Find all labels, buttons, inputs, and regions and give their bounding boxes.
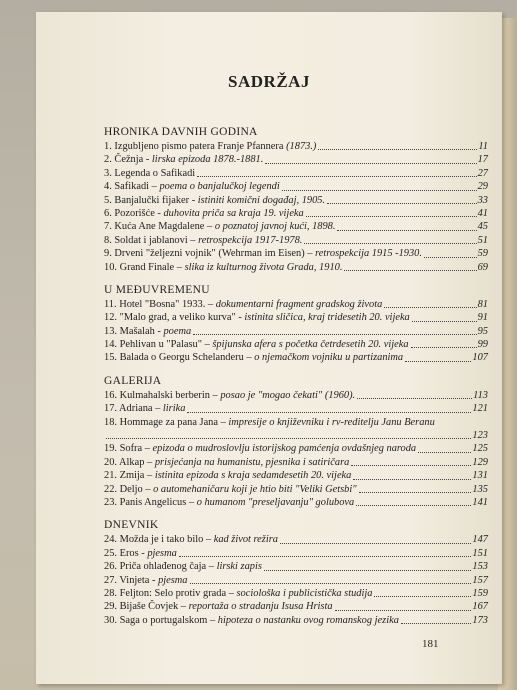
entry-number: 14. <box>104 339 117 351</box>
entry-number: 11. <box>104 298 117 310</box>
entry-subtitle: (1873.) <box>286 140 317 152</box>
page-title: SADRŽAJ <box>228 72 310 91</box>
entry-subtitle: impresije o književniku i rv-reditelju Janu Beranu <box>228 416 435 428</box>
entry-subtitle: poema o banjalučkoj legendi <box>159 181 280 193</box>
entry-title: Deljo – <box>119 483 151 495</box>
entry-text <box>104 234 302 247</box>
entry-text <box>104 325 191 338</box>
entry-number: 25. <box>104 547 117 559</box>
toc-entry <box>104 247 488 260</box>
dot-leader <box>356 505 471 506</box>
dot-leader <box>179 556 472 557</box>
toc-entry <box>104 234 488 247</box>
dot-leader <box>106 438 471 439</box>
entry-text <box>104 194 325 207</box>
entry-subtitle: slika iz kulturnog života Grada, 1910. <box>184 261 343 273</box>
entry-title: Mašalah - <box>119 325 161 337</box>
dot-leader <box>405 361 471 362</box>
dot-leader <box>304 243 476 244</box>
entry-subtitle: dokumentarni fragment gradskog života <box>215 298 383 310</box>
entry-page: 99 <box>477 339 488 351</box>
entry-title: Kuća Ane Magdalene – <box>114 221 213 233</box>
entry-number: 6. <box>104 207 112 219</box>
dot-leader <box>337 230 476 231</box>
entry-text <box>104 402 185 415</box>
entry-number: 3. <box>104 167 112 179</box>
toc-entry <box>104 311 488 324</box>
entry-page: 151 <box>472 547 488 559</box>
entry-subtitle: duhovita priča sa kraja 19. vijeka <box>163 207 304 219</box>
entry-number: 5. <box>104 194 112 206</box>
dot-leader <box>359 492 472 493</box>
entry-text <box>104 153 263 166</box>
entry-page: 45 <box>477 221 488 233</box>
entry-text <box>104 311 410 324</box>
toc-section <box>104 373 488 510</box>
entry-subtitle: retrospekcija 1915 -1930. <box>315 248 422 260</box>
entry-text <box>104 180 280 193</box>
toc-entry <box>104 220 488 233</box>
entry-page: 107 <box>472 352 488 364</box>
entry-page: 135 <box>472 483 488 495</box>
toc-section <box>104 517 488 627</box>
entry-text <box>104 442 416 455</box>
entry-number: 12. <box>104 312 117 324</box>
entry-page: 159 <box>472 587 488 599</box>
entry-text <box>104 574 188 587</box>
entry-number: 26. <box>104 561 117 573</box>
toc-entry <box>104 180 488 193</box>
entry-subtitle: epizoda o mudroslovlju istorijskog pamćenja ovdašnjeg naroda <box>152 443 417 455</box>
entry-text <box>104 533 278 546</box>
entry-subtitle: kad život režira <box>213 534 278 546</box>
toc-entry <box>104 194 488 207</box>
dot-leader <box>357 398 472 399</box>
dot-leader <box>412 321 477 322</box>
entry-title: Drveni "željezni vojnik" (Wehrman im Eisen) – <box>114 248 313 260</box>
entry-title: Možda je i tako bilo – <box>119 534 212 546</box>
toc-entry <box>104 261 488 274</box>
entry-subtitle: špijunska afera s početka četrdesetih 20. vijeka <box>212 339 409 351</box>
entry-page: 91 <box>477 312 488 324</box>
entry-title: Kulmahalski berberin – <box>119 389 218 401</box>
entry-title: "Malo grad, a veliko kurva" - <box>119 312 242 324</box>
dot-leader <box>265 163 476 164</box>
dot-leader <box>190 583 472 584</box>
entry-number: 27. <box>104 574 117 586</box>
section-gap <box>104 365 488 373</box>
dot-leader <box>401 623 472 624</box>
entry-text <box>104 614 399 627</box>
entry-text <box>104 261 342 274</box>
entry-subtitle: pjesma <box>147 547 177 559</box>
entry-title: Banjalučki fijaker - <box>114 194 196 206</box>
entry-number: 13. <box>104 325 117 337</box>
entry-number: 30. <box>104 614 117 626</box>
dot-leader <box>384 307 476 308</box>
entry-text <box>104 220 335 233</box>
entry-page: 41 <box>477 207 488 219</box>
entry-leader-line <box>104 429 488 442</box>
section-heading: GALERIJA <box>104 374 162 387</box>
entry-title: Priča ohlađenog čaja – <box>119 561 214 573</box>
toc-entry <box>104 574 488 587</box>
entry-page: 123 <box>472 430 488 442</box>
entry-text <box>104 140 316 153</box>
page-number: 181 <box>422 638 439 650</box>
entry-text <box>104 298 382 311</box>
entry-number: 24. <box>104 534 117 546</box>
toc-entry <box>104 402 488 415</box>
entry-page: 51 <box>477 234 488 246</box>
dot-leader <box>280 543 471 544</box>
toc-entry <box>104 442 488 455</box>
entry-text <box>104 389 355 402</box>
dot-leader <box>351 465 471 466</box>
entry-number: 18. <box>104 416 117 428</box>
entry-title: Balada o Georgu Schelanderu – <box>119 352 252 364</box>
toc-section <box>104 124 488 274</box>
entry-title: Izgubljeno pismo patera Franje Pfannera <box>114 140 284 152</box>
entry-title: Pehlivan u "Palasu" – <box>119 339 210 351</box>
dot-leader <box>197 176 476 177</box>
entry-page: 157 <box>472 574 488 586</box>
book-page <box>36 12 502 684</box>
entry-subtitle: retrospekcija 1917-1978. <box>198 234 303 246</box>
entry-text <box>104 587 372 600</box>
entry-page: 167 <box>472 601 488 613</box>
toc-entry <box>104 560 488 573</box>
toc-entry <box>104 351 488 364</box>
entry-subtitle: poema <box>163 325 192 337</box>
entry-title: Saga o portugalskom – <box>119 614 216 626</box>
entry-number: 15. <box>104 352 117 364</box>
entry-title: Čežnja - <box>114 154 150 166</box>
entry-text <box>104 247 422 260</box>
entry-text <box>104 207 304 220</box>
entry-subtitle: lirski zapis <box>216 561 262 573</box>
entry-subtitle: hipoteza o nastanku ovog romanskog jezika <box>217 614 399 626</box>
entry-number: 10. <box>104 261 117 273</box>
entry-title: Adriana – <box>119 403 161 415</box>
dot-leader <box>353 479 471 480</box>
toc-entry <box>104 496 488 509</box>
entry-title: Alkap – <box>119 456 153 468</box>
entry-title: Panis Angelicus – <box>119 496 195 508</box>
entry-subtitle: istinita epizoda s kraja sedamdesetih 20. vijeka <box>154 470 352 482</box>
entry-text <box>104 600 333 613</box>
entry-subtitle: reportaža o stradanju Isusa Hrista <box>188 601 333 613</box>
entry-subtitle: o automehaničaru koji je htio biti "Veliki Getsbi" <box>153 483 357 495</box>
toc-entry <box>104 298 488 311</box>
entry-page: 59 <box>477 248 488 260</box>
dot-leader <box>264 570 472 571</box>
entry-page: 81 <box>477 298 488 310</box>
dot-leader <box>318 149 477 150</box>
entry-subtitle: pjesma <box>158 574 188 586</box>
entry-page: 141 <box>472 496 488 508</box>
entry-title: Safikadi – <box>114 181 157 193</box>
entry-subtitle: o humanom "preseljavanju" golubova <box>196 496 355 508</box>
entry-title: Legenda o Safikadi <box>114 167 196 179</box>
section-heading: DNEVNIK <box>104 519 159 532</box>
entry-page: 129 <box>472 456 488 468</box>
entry-number: 8. <box>104 234 112 246</box>
entry-page: 33 <box>477 194 488 206</box>
toc-entry <box>104 325 488 338</box>
entry-title: Eros - <box>119 547 145 559</box>
dot-leader <box>374 596 471 597</box>
entry-title: Vinjeta - <box>119 574 156 586</box>
entry-title: Hommage za pana Jana – <box>119 416 226 428</box>
entry-number: 7. <box>104 221 112 233</box>
entry-title: Sofra – <box>119 443 150 455</box>
entry-subtitle: istiniti komični događaj, 1905. <box>197 194 326 206</box>
toc-entry <box>104 614 488 627</box>
entry-number: 4. <box>104 181 112 193</box>
section-gap <box>104 509 488 517</box>
entry-page: 121 <box>472 403 488 415</box>
dot-leader <box>193 334 476 335</box>
toc-entry <box>104 533 488 546</box>
toc-entry <box>104 600 488 613</box>
entry-page: 153 <box>472 561 488 573</box>
entry-page: 27 <box>477 167 488 179</box>
entry-text <box>104 547 177 560</box>
toc-entry <box>104 338 488 351</box>
toc-entry <box>104 483 488 496</box>
toc-entry <box>104 167 488 180</box>
toc-entry <box>104 587 488 600</box>
entry-title: Hotel "Bosna" 1933. – <box>119 298 214 310</box>
entry-text <box>104 560 262 573</box>
entry-number: 17. <box>104 403 117 415</box>
toc-entry <box>104 469 488 482</box>
entry-text <box>104 167 195 180</box>
entry-subtitle: sociološka i publicistička studija <box>236 587 373 599</box>
entry-title: Grand Finale – <box>119 261 182 273</box>
dot-leader <box>335 610 472 611</box>
entry-text <box>104 469 351 482</box>
dot-leader <box>424 257 477 258</box>
entry-title: Feljton: Selo protiv grada – <box>119 587 234 599</box>
entry-page: 95 <box>477 325 488 337</box>
dot-leader <box>187 412 471 413</box>
entry-number: 1. <box>104 140 112 152</box>
entry-page: 173 <box>472 614 488 626</box>
entry-text <box>104 496 354 509</box>
dot-leader <box>411 347 477 348</box>
entry-text <box>104 417 435 428</box>
entry-number: 29. <box>104 601 117 613</box>
entry-title: Zmija – <box>119 470 153 482</box>
entry-number: 9. <box>104 248 112 260</box>
dot-leader <box>306 216 477 217</box>
entry-page: 29 <box>477 181 488 193</box>
dot-leader <box>418 452 471 453</box>
entry-title: Pozorišće - <box>114 207 161 219</box>
dot-leader <box>282 190 477 191</box>
entry-title: Soldat i jablanovi – <box>114 234 196 246</box>
entry-subtitle: istinita sličica, kraj tridesetih 20. vijeka <box>244 312 410 324</box>
entry-number: 21. <box>104 470 117 482</box>
entry-subtitle: prisjećanja na humanistu, pjesnika i satiričara <box>154 456 350 468</box>
toc-entry <box>104 547 488 560</box>
entry-number: 28. <box>104 587 117 599</box>
entry-number: 20. <box>104 456 117 468</box>
entry-page: 17 <box>477 154 488 166</box>
entry-number: 2. <box>104 154 112 166</box>
toc-entry <box>104 456 488 469</box>
toc-entry <box>104 416 488 443</box>
entry-page: 113 <box>473 389 488 401</box>
entry-number: 16. <box>104 389 117 401</box>
entry-number: 22. <box>104 483 117 495</box>
toc-section <box>104 282 488 365</box>
toc-entry <box>104 389 488 402</box>
entry-number: 23. <box>104 496 117 508</box>
entry-text <box>104 456 349 469</box>
toc-entry <box>104 153 488 166</box>
entry-title: Bijaše Čovjek – <box>119 601 186 613</box>
table-of-contents <box>104 124 488 627</box>
entry-page: 11 <box>478 140 488 152</box>
toc-entry <box>104 207 488 220</box>
entry-text <box>104 338 409 351</box>
entry-page: 147 <box>472 534 488 546</box>
section-gap <box>104 274 488 282</box>
entry-page: 69 <box>477 261 488 273</box>
entry-subtitle: o njemačkom vojniku u partizanima <box>254 352 404 364</box>
section-heading: HRONIKA DAVNIH GODINA <box>104 126 258 138</box>
entry-subtitle: lirska epizoda 1878.-1881. <box>151 154 264 166</box>
entry-text <box>104 351 403 364</box>
entry-subtitle: o poznatoj javnoj kući, 1898. <box>214 221 336 233</box>
entry-number: 19. <box>104 443 117 455</box>
entry-subtitle: lirika <box>162 403 186 415</box>
entry-page: 131 <box>472 470 488 482</box>
entry-page: 125 <box>472 443 488 455</box>
entry-text <box>104 483 357 496</box>
dot-leader <box>344 270 476 271</box>
dot-leader <box>327 203 477 204</box>
entry-subtitle: posao je "mogao čekati" (1960). <box>220 389 356 401</box>
toc-entry <box>104 140 488 153</box>
section-heading: U MEĐUVREMENU <box>104 283 210 296</box>
